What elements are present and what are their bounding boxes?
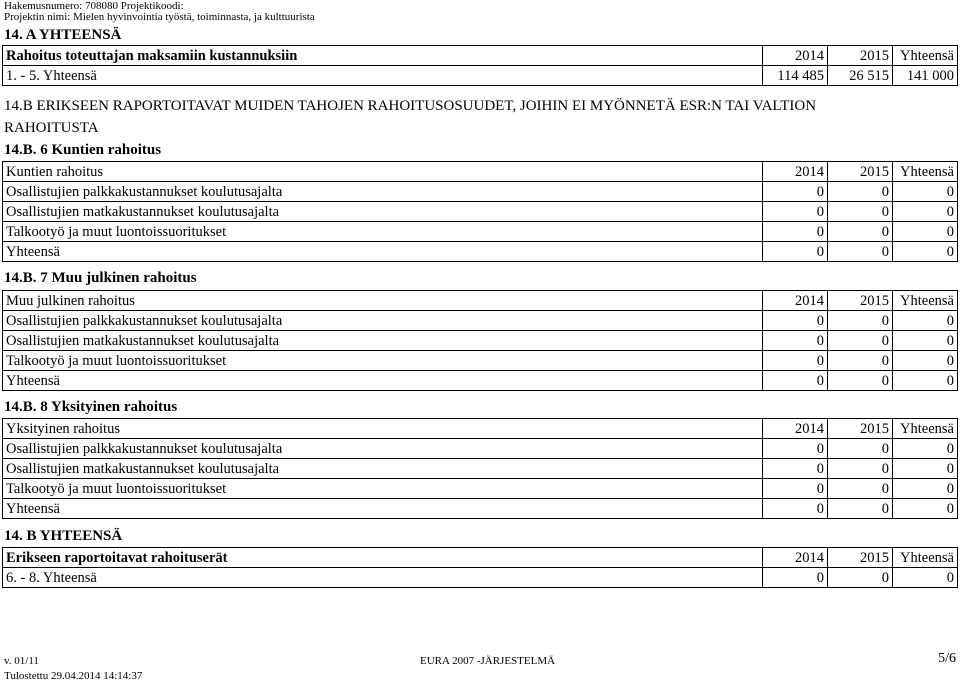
header-label: Muu julkinen rahoitus	[3, 291, 763, 311]
row-2015: 0	[828, 182, 893, 202]
table-row	[3, 351, 958, 371]
project-name: Projektin nimi: Mielen hyvinvointia työstä, toiminnasta, ja kulttuurista	[4, 11, 315, 23]
header-label: Yksityinen rahoitus	[3, 419, 763, 439]
row-label: Osallistujien matkakustannukset koulutusajalta	[3, 331, 763, 351]
section-b-title-line2: RAHOITUSTA	[4, 120, 99, 136]
row-label: Talkootyö ja muut luontoissuoritukset	[3, 479, 763, 499]
row-2014: 0	[763, 331, 828, 351]
row-label: Osallistujien palkkakustannukset koulutusajalta	[3, 439, 763, 459]
table-header-row	[3, 291, 958, 311]
header-total: Yhteensä	[893, 46, 958, 66]
b8-table	[2, 418, 958, 519]
section-b-title-line1: 14.B ERIKSEEN RAPORTOITAVAT MUIDEN TAHOJEN RAHOITUSOSUUDET, JOIHIN EI MYÖNNETÄ ESR:N TAI VALTION	[4, 98, 817, 114]
b7-table	[2, 290, 958, 391]
row-total: 0	[893, 499, 958, 519]
row-2015: 0	[828, 479, 893, 499]
row-total: 0	[893, 439, 958, 459]
row-2014: 0	[763, 202, 828, 222]
table-row	[3, 479, 958, 499]
row-2015: 0	[828, 371, 893, 391]
row-label: Osallistujien matkakustannukset koulutusajalta	[3, 202, 763, 222]
row-2015: 0	[828, 222, 893, 242]
header-total: Yhteensä	[893, 291, 958, 311]
row-total: 0	[893, 568, 958, 588]
header-2014: 2014	[763, 548, 828, 568]
table-header-row	[3, 548, 958, 568]
table-row	[3, 242, 958, 262]
row-label: Talkootyö ja muut luontoissuoritukset	[3, 351, 763, 371]
row-total: 0	[893, 242, 958, 262]
b8-title: 14.B. 8 Yksityinen rahoitus	[4, 399, 178, 415]
table-header-row	[3, 162, 958, 182]
system-label: EURA 2007 -JÄRJESTELMÄ	[420, 655, 556, 667]
row-label: Yhteensä	[3, 371, 763, 391]
header-2015: 2015	[828, 46, 893, 66]
row-2015: 0	[828, 439, 893, 459]
printed-timestamp: Tulostettu 29.04.2014 14:14:37	[4, 670, 143, 682]
row-label: Osallistujien matkakustannukset koulutusajalta	[3, 459, 763, 479]
row-2014: 0	[763, 568, 828, 588]
table-row	[3, 568, 958, 588]
row-label: 6. - 8. Yhteensä	[3, 568, 763, 588]
header-total: Yhteensä	[893, 419, 958, 439]
table-row	[3, 331, 958, 351]
row-2015: 0	[828, 331, 893, 351]
row-2014: 0	[763, 479, 828, 499]
table-row	[3, 202, 958, 222]
header-label: Erikseen raportoitavat rahoituserät	[3, 548, 763, 568]
header-total: Yhteensä	[893, 162, 958, 182]
row-2014: 0	[763, 439, 828, 459]
row-total: 0	[893, 182, 958, 202]
row-2014: 0	[763, 459, 828, 479]
row-2014: 0	[763, 311, 828, 331]
b6-title: 14.B. 6 Kuntien rahoitus	[4, 142, 162, 158]
row-label: Osallistujien palkkakustannukset koulutusajalta	[3, 182, 763, 202]
row-2015: 0	[828, 311, 893, 331]
row-label: 1. - 5. Yhteensä	[3, 66, 763, 86]
row-total: 0	[893, 311, 958, 331]
row-2014: 0	[763, 242, 828, 262]
page-number: 5/6	[938, 651, 956, 666]
table-row	[3, 66, 958, 86]
b7-title: 14.B. 7 Muu julkinen rahoitus	[4, 270, 197, 286]
table-header-row	[3, 46, 958, 66]
version-label: v. 01/11	[4, 655, 39, 667]
row-label: Osallistujien palkkakustannukset koulutusajalta	[3, 311, 763, 331]
row-2015: 0	[828, 242, 893, 262]
header-label: Rahoitus toteuttajan maksamiin kustannuksiin	[3, 46, 763, 66]
table-row	[3, 182, 958, 202]
row-total: 141 000	[893, 66, 958, 86]
header-total: Yhteensä	[893, 548, 958, 568]
row-label: Yhteensä	[3, 499, 763, 519]
b-total-title: 14. B YHTEENSÄ	[4, 528, 123, 544]
header-2015: 2015	[828, 162, 893, 182]
row-total: 0	[893, 222, 958, 242]
b-total-table	[2, 547, 958, 588]
row-2014: 0	[763, 182, 828, 202]
application-number: Hakemusnumero: 708080 Projektikoodi:	[4, 0, 184, 12]
row-total: 0	[893, 351, 958, 371]
table-row	[3, 459, 958, 479]
header-2014: 2014	[763, 162, 828, 182]
header-2015: 2015	[828, 419, 893, 439]
row-2015: 0	[828, 351, 893, 371]
row-2014: 114 485	[763, 66, 828, 86]
header-label: Kuntien rahoitus	[3, 162, 763, 182]
table-row	[3, 439, 958, 459]
row-2015: 0	[828, 459, 893, 479]
table-row	[3, 311, 958, 331]
section-a-title: 14. A YHTEENSÄ	[4, 27, 122, 43]
row-total: 0	[893, 202, 958, 222]
row-2015: 0	[828, 202, 893, 222]
table-row	[3, 499, 958, 519]
table-row	[3, 371, 958, 391]
row-label: Talkootyö ja muut luontoissuoritukset	[3, 222, 763, 242]
row-2015: 0	[828, 499, 893, 519]
row-2014: 0	[763, 351, 828, 371]
row-total: 0	[893, 371, 958, 391]
row-2014: 0	[763, 222, 828, 242]
header-2015: 2015	[828, 291, 893, 311]
row-2014: 0	[763, 499, 828, 519]
row-total: 0	[893, 479, 958, 499]
row-total: 0	[893, 331, 958, 351]
row-total: 0	[893, 459, 958, 479]
row-2014: 0	[763, 371, 828, 391]
row-2015: 0	[828, 568, 893, 588]
table-header-row	[3, 419, 958, 439]
header-2014: 2014	[763, 291, 828, 311]
section-a-table	[2, 45, 958, 86]
table-row	[3, 222, 958, 242]
b6-table	[2, 161, 958, 262]
header-2014: 2014	[763, 419, 828, 439]
row-label: Yhteensä	[3, 242, 763, 262]
row-2015: 26 515	[828, 66, 893, 86]
header-2014: 2014	[763, 46, 828, 66]
header-2015: 2015	[828, 548, 893, 568]
